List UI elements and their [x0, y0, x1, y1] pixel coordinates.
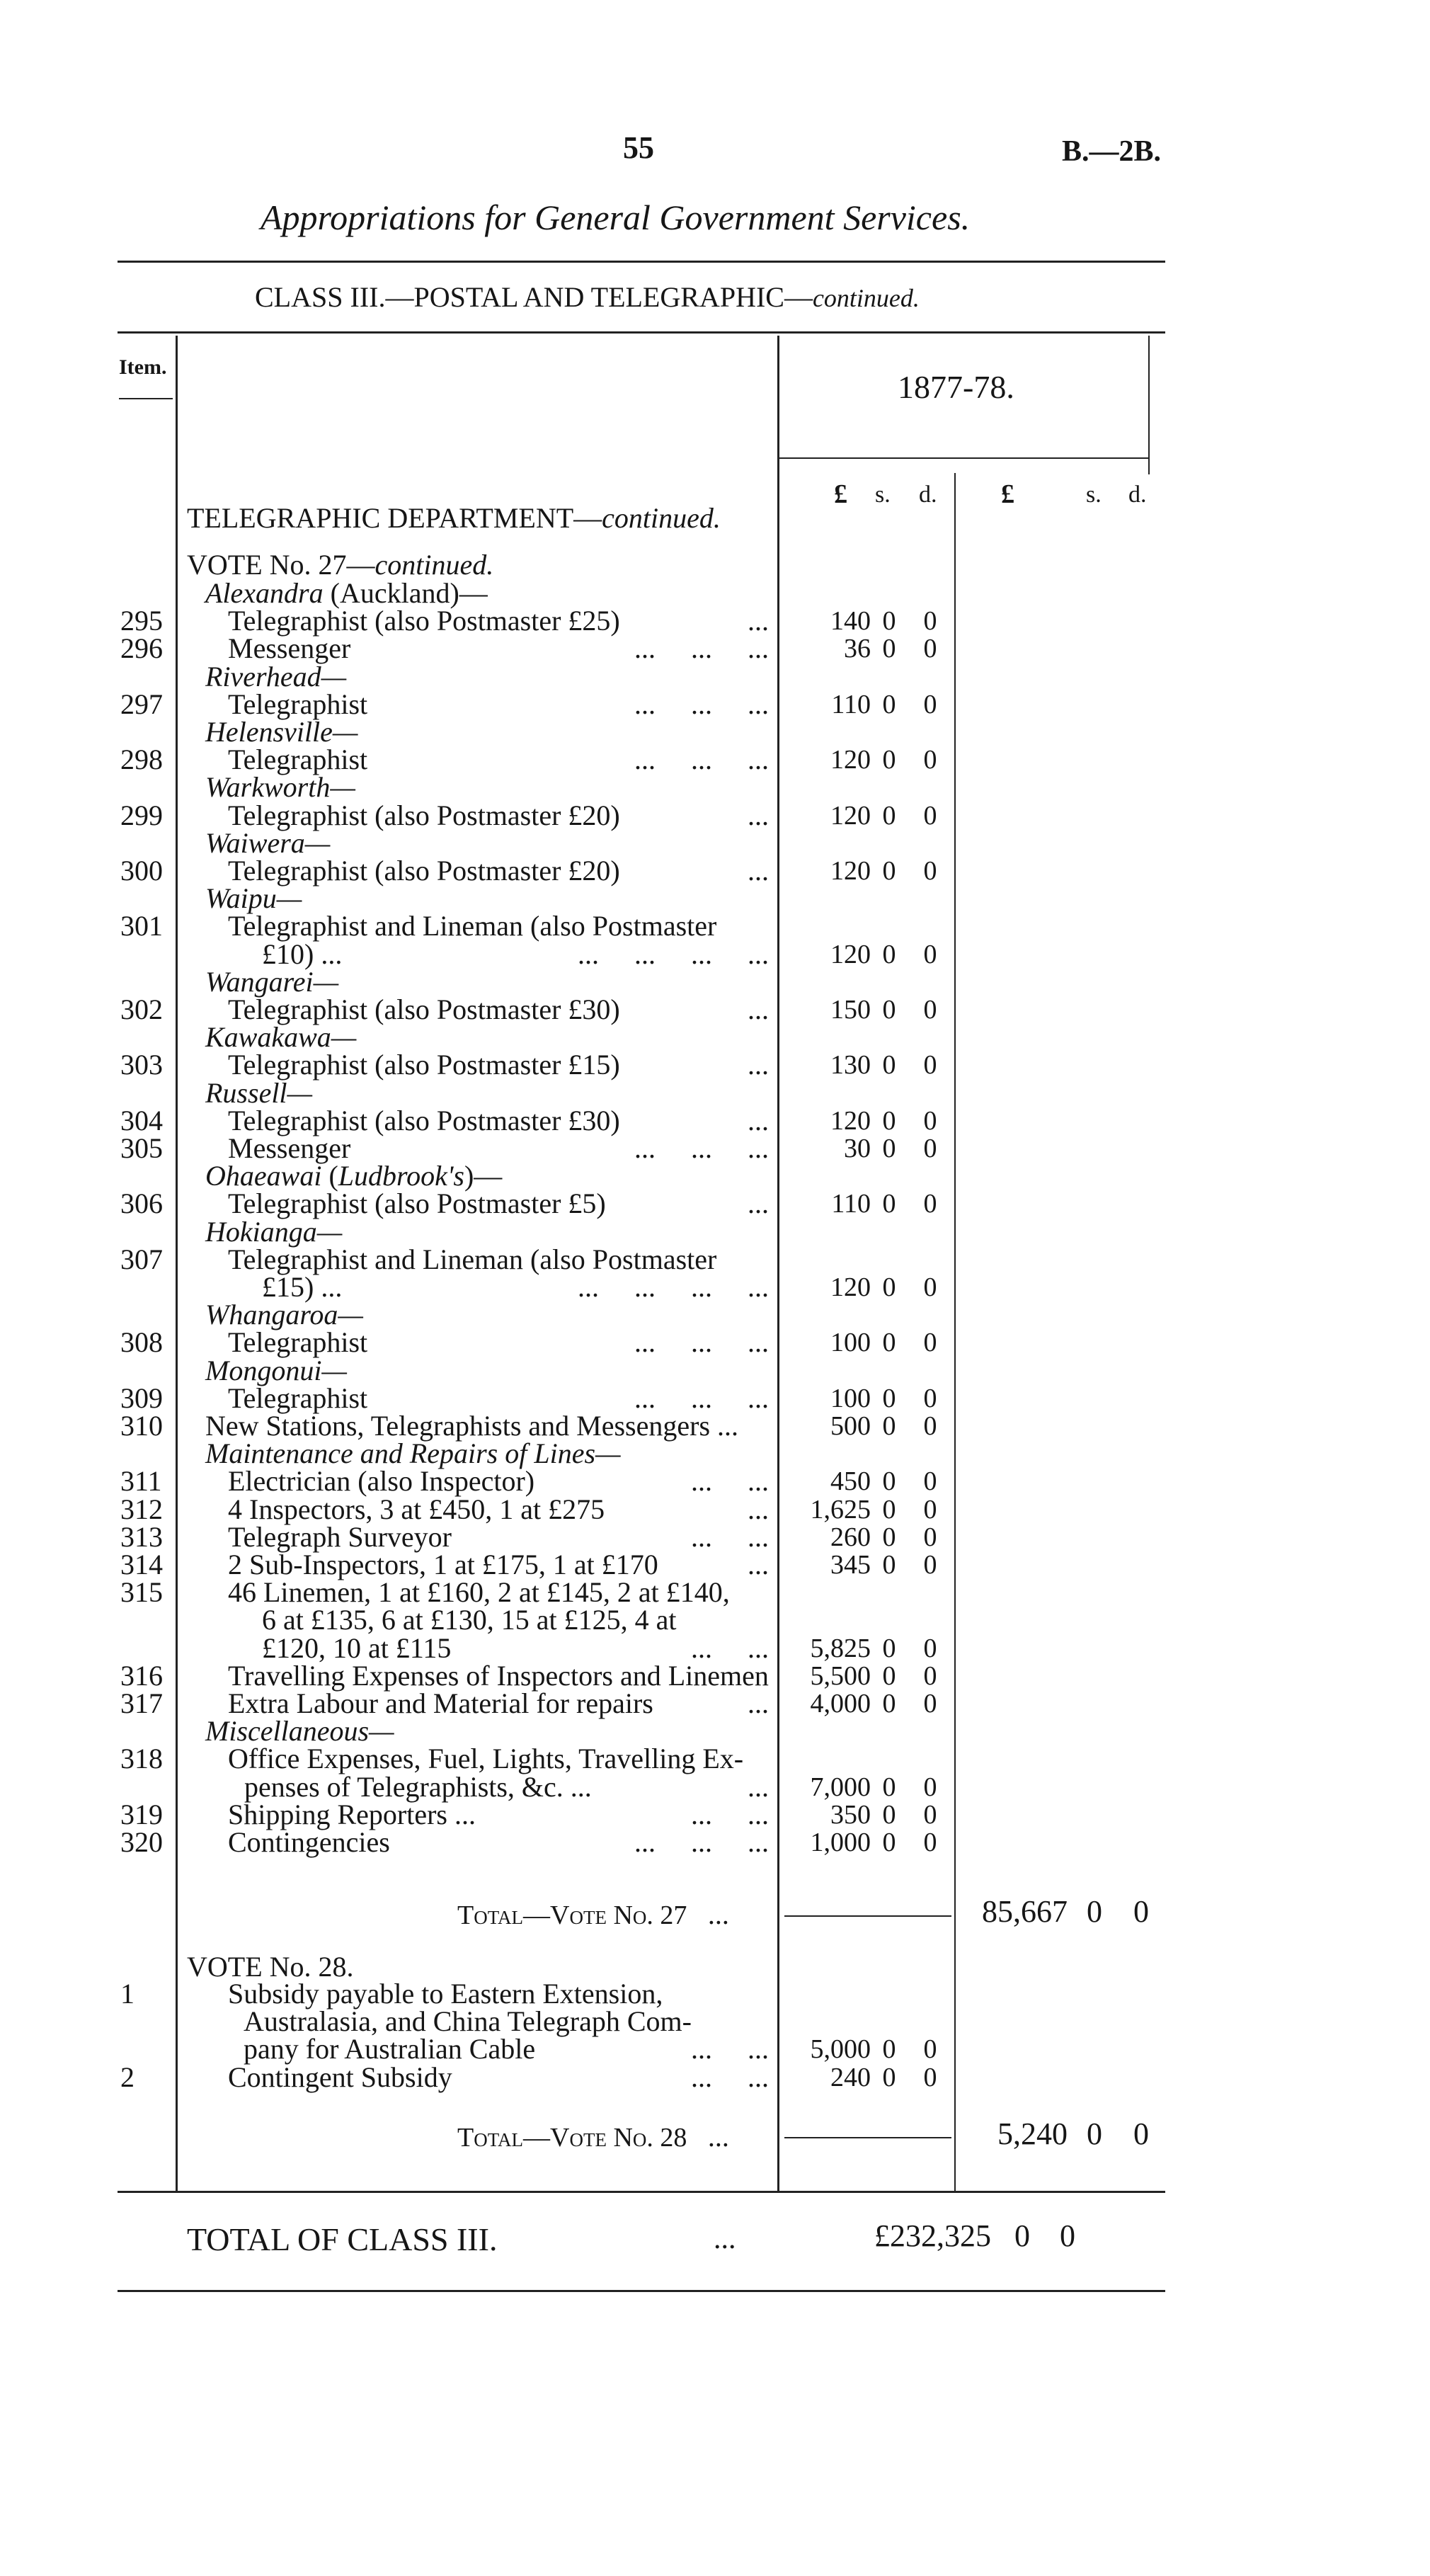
item-description: [228, 1466, 534, 1497]
item-number: 315: [120, 1576, 163, 1608]
amount-shillings: 0: [882, 634, 896, 663]
leader-dots: ... ...: [691, 1465, 769, 1497]
amount-pence: 0: [923, 1189, 937, 1219]
rule-table-top: [118, 331, 1165, 334]
amount-shillings: 0: [882, 1411, 896, 1441]
amount-pounds: 5,825: [810, 1634, 871, 1663]
section-subheading: [205, 772, 355, 803]
amount-pence: 0: [923, 1522, 937, 1552]
item-number: 302: [120, 993, 163, 1025]
item-description: [228, 2062, 452, 2093]
item-description: [228, 1327, 367, 1358]
col-rule-right: [1148, 336, 1150, 474]
leader-dots: ...: [748, 605, 769, 637]
item-number: 316: [120, 1660, 163, 1692]
vote28-heading: VOTE No. 28.: [187, 1951, 354, 1983]
vote27-heading: [187, 549, 493, 581]
rule-year: [777, 457, 1148, 459]
subheading-suffix: (Auckland)—: [323, 577, 488, 609]
description-text: 6 at £135, 6 at £130, 15 at £125, 4 at: [262, 1604, 677, 1636]
item-number: 304: [120, 1105, 163, 1136]
description-text: Telegraphist (also Postmaster £30): [228, 1105, 620, 1136]
subheading-text: Waiwera—: [205, 827, 331, 859]
item-number: 306: [120, 1187, 163, 1219]
description-text: Telegraph Surveyor: [228, 1521, 452, 1553]
amount-pounds: 7,000: [810, 1772, 871, 1802]
class-total-amount: £232,325: [874, 2218, 991, 2253]
subheading-text: Waipu—: [205, 882, 302, 914]
class-title-main: CLASS III.—POSTAL AND TELEGRAPHIC—: [255, 281, 813, 313]
col-rule-item: [176, 336, 178, 2191]
description-text: 46 Linemen, 1 at £160, 2 at £145, 2 at £140,: [228, 1576, 730, 1608]
subheading-text: Riverhead—: [205, 661, 347, 693]
amount-pounds: 120: [830, 1106, 871, 1136]
amount-pounds: 120: [830, 745, 871, 775]
vote27-heading-main: VOTE No. 27—: [187, 549, 375, 581]
department-title-main: TELEGRAPHIC DEPARTMENT—: [187, 502, 602, 534]
amount-pence: 0: [923, 1689, 937, 1719]
amount-pence: 0: [923, 1495, 937, 1524]
amount-shillings: 0: [882, 1495, 896, 1524]
amount-pounds: 120: [830, 940, 871, 969]
subheading-text: Helensville—: [205, 716, 358, 748]
description-text: Telegraphist: [228, 688, 368, 720]
item-description: [228, 911, 716, 942]
vote27-total-dots: ...: [707, 1898, 729, 1930]
amount-pence: 0: [923, 1134, 937, 1163]
description-text: Telegraphist (also Postmaster £30): [228, 993, 620, 1025]
item-number: 308: [120, 1326, 163, 1358]
leader-dots: ...: [748, 1549, 769, 1580]
vote28-total-dots: ...: [707, 2121, 729, 2153]
amount-shillings: 0: [882, 1522, 896, 1552]
description-text: £10) ...: [262, 938, 343, 970]
item-number: 298: [120, 743, 163, 775]
class-total-s: 0: [1014, 2218, 1030, 2253]
description-text: penses of Telegraphists, &c. ...: [244, 1771, 592, 1803]
leader-dots: ... ... ...: [634, 688, 769, 720]
subheading-text: Maintenance and Repairs of Lines—: [205, 1437, 621, 1469]
amount-pence: 0: [923, 2034, 937, 2064]
amount-pence: 0: [923, 745, 937, 775]
amount-pence: 0: [923, 995, 937, 1025]
subheading-text: Russell—: [205, 1077, 313, 1109]
description-text: Office Expenses, Fuel, Lights, Travelling Ex-: [228, 1743, 744, 1774]
amount-pence: 0: [923, 606, 937, 636]
subheading-name: Ludbrook's: [338, 1160, 464, 1192]
amount-pence: 0: [923, 2063, 937, 2092]
page-number: 55: [623, 130, 654, 165]
description-text: Telegraphist (also Postmaster £20): [228, 799, 620, 831]
rule-page-bottom: [118, 2290, 1165, 2292]
vote27-total-label: [457, 1898, 729, 1931]
amount-pence: 0: [923, 1328, 937, 1357]
description-text: Telegraphist (also Postmaster £25): [228, 605, 620, 637]
department-title: [187, 503, 721, 534]
amount-pounds: 5,500: [810, 1661, 871, 1691]
amount-shillings: 0: [882, 1689, 896, 1719]
amount-shillings: 0: [882, 1550, 896, 1580]
amount-pounds: 120: [830, 1272, 871, 1302]
description-text: £15) ...: [262, 1271, 343, 1303]
leader-dots: ... ...: [691, 1799, 769, 1830]
leader-dots: ...: [748, 1049, 769, 1081]
amount-pence: 0: [923, 690, 937, 719]
amount-shillings: 0: [882, 690, 896, 719]
leader-dots: ...: [748, 1687, 769, 1719]
amount-pounds: 30: [844, 1134, 871, 1163]
class-title-continued: continued.: [812, 284, 920, 312]
year-header: 1877-78.: [898, 369, 1014, 405]
description-text: Telegraphist: [228, 1382, 368, 1414]
amount-pence: 0: [923, 1772, 937, 1802]
leader-dots: ... ... ... ...: [578, 938, 769, 970]
vote27-heading-continued: continued.: [374, 549, 494, 581]
amount-shillings: 0: [882, 995, 896, 1025]
description-text: Extra Labour and Material for repairs: [228, 1687, 653, 1719]
amount-pence: 0: [923, 1828, 937, 1857]
amount-shillings: 0: [882, 940, 896, 969]
amount-shillings: 0: [882, 606, 896, 636]
amount-shillings: 0: [882, 1800, 896, 1830]
leader-dots: ... ...: [691, 2033, 769, 2065]
description-text: Messenger: [228, 632, 351, 664]
amount-pence: 0: [923, 856, 937, 886]
amount-pence: 0: [923, 1800, 937, 1830]
amount-pounds: 1,000: [810, 1828, 871, 1857]
amount-shillings: 0: [882, 2063, 896, 2092]
item-description: [228, 633, 350, 664]
item-number: 300: [120, 855, 163, 887]
subheading-text: Mongonui—: [205, 1355, 347, 1386]
description-text: £120, 10 at £115: [262, 1632, 452, 1664]
description-text: Travelling Expenses of Inspectors and Linemen: [228, 1660, 769, 1692]
amount-pence: 0: [923, 801, 937, 831]
description-text: Telegraphist (also Postmaster £5): [228, 1187, 606, 1219]
item-number: 307: [120, 1243, 163, 1275]
item-number: 2: [120, 2061, 135, 2093]
amount-pence: 0: [923, 1661, 937, 1691]
amount-pounds: 36: [844, 634, 871, 663]
description-text: Shipping Reporters ...: [228, 1799, 476, 1830]
item-number: 319: [120, 1799, 163, 1830]
item-number: 299: [120, 799, 163, 831]
leader-dots: ... ... ...: [634, 1132, 769, 1164]
amount-pence: 0: [923, 1106, 937, 1136]
class-total-d: 0: [1060, 2218, 1075, 2253]
item-description: [228, 1188, 606, 1219]
amount-pence: 0: [923, 1466, 937, 1496]
subheading-text: Hokianga—: [205, 1216, 343, 1248]
col-header-d-1: d.: [919, 481, 937, 508]
description-text: Contingent Subsidy: [228, 2061, 452, 2093]
subheading-text: Kawakawa—: [205, 1021, 357, 1053]
class-title: [255, 280, 920, 314]
vote27-total-text: Total—Vote No. 27: [457, 1900, 687, 1930]
amount-pence: 0: [923, 634, 937, 663]
amount-pounds: 500: [830, 1411, 871, 1441]
department-title-continued: continued.: [602, 502, 721, 534]
subheading-text: Wangarei—: [205, 966, 339, 998]
description-text: 2 Sub-Inspectors, 1 at £175, 1 at £170: [228, 1549, 658, 1580]
col-header-pound-2: £: [1001, 479, 1014, 509]
amount-shillings: 0: [882, 1272, 896, 1302]
leader-dots: ... ...: [691, 1521, 769, 1553]
amount-pounds: 450: [830, 1466, 871, 1496]
amount-shillings: 0: [882, 1050, 896, 1080]
amount-pounds: 120: [830, 856, 871, 886]
subheading-text: Warkworth—: [205, 771, 355, 803]
col-header-d-2: d.: [1128, 481, 1147, 508]
item-number: 317: [120, 1687, 163, 1719]
amount-pounds: 140: [830, 606, 871, 636]
item-number: 305: [120, 1132, 163, 1164]
leader-dots: ...: [748, 855, 769, 887]
amount-shillings: 0: [882, 1134, 896, 1163]
amount-pounds: 100: [830, 1328, 871, 1357]
item-number: 311: [120, 1465, 162, 1497]
vote28-total-s: 0: [1087, 2116, 1102, 2151]
vote27-total-d: 0: [1133, 1894, 1149, 1929]
item-header-underline: [119, 398, 173, 399]
amount-shillings: 0: [882, 1384, 896, 1413]
item-description: [228, 1049, 620, 1081]
item-header: Item.: [119, 355, 167, 379]
leader-dots: ... ...: [691, 1632, 769, 1664]
class-total-dots: ...: [714, 2223, 736, 2255]
description-text: Telegraphist (also Postmaster £20): [228, 855, 620, 887]
amount-pounds: 110: [831, 690, 871, 719]
amount-pounds: 120: [830, 801, 871, 831]
amount-pounds: 5,000: [810, 2034, 871, 2064]
leader-dots: ...: [748, 1493, 769, 1525]
item-number: 313: [120, 1521, 163, 1553]
amount-pounds: 150: [830, 995, 871, 1025]
amount-shillings: 0: [882, 1828, 896, 1857]
amount-shillings: 0: [882, 745, 896, 775]
col-header-pound-1: £: [834, 479, 847, 509]
subheading-text: Miscellaneous—: [205, 1715, 394, 1747]
amount-pounds: 350: [830, 1800, 871, 1830]
leader-dots: ...: [748, 799, 769, 831]
col-rule-d: [954, 473, 956, 2191]
description-text: Telegraphist: [228, 1326, 368, 1358]
description-text: pany for Australian Cable: [244, 2033, 536, 2065]
leader-dots: ...: [748, 1771, 769, 1803]
vote28-total-d: 0: [1133, 2116, 1149, 2151]
amount-pounds: 130: [830, 1050, 871, 1080]
subheading-suffix: (: [321, 1160, 338, 1192]
vote27-total-amount: 85,667: [982, 1894, 1068, 1929]
description-text: Telegraphist (also Postmaster £15): [228, 1049, 620, 1081]
item-number: 301: [120, 910, 163, 942]
leader-dots: ... ...: [691, 2061, 769, 2093]
amount-shillings: 0: [882, 856, 896, 886]
item-description: [244, 2034, 535, 2065]
amount-pence: 0: [923, 1411, 937, 1441]
vote27-total-rule: [784, 1915, 951, 1917]
amount-shillings: 0: [882, 1661, 896, 1691]
amount-pounds: 345: [830, 1550, 871, 1580]
item-number: 303: [120, 1049, 163, 1081]
item-description: [262, 1605, 676, 1636]
item-number: 314: [120, 1549, 163, 1580]
item-number: 297: [120, 688, 163, 720]
class-total-label: TOTAL OF CLASS III.: [187, 2221, 498, 2257]
item-number: 309: [120, 1382, 163, 1414]
amount-pounds: 100: [830, 1384, 871, 1413]
leader-dots: ...: [748, 993, 769, 1025]
item-number: 320: [120, 1826, 163, 1858]
amount-pence: 0: [923, 940, 937, 969]
amount-pence: 0: [923, 1272, 937, 1302]
document-reference: B.—2B.: [1062, 135, 1162, 168]
description-text: New Stations, Telegraphists and Messengers ...: [205, 1410, 739, 1442]
page-title: Appropriations for General Government Services.: [261, 198, 971, 237]
description-text: Messenger: [228, 1132, 351, 1164]
amount-pounds: 260: [830, 1522, 871, 1552]
amount-shillings: 0: [882, 1189, 896, 1219]
amount-pence: 0: [923, 1634, 937, 1663]
item-number: 310: [120, 1410, 163, 1442]
description-text: Subsidy payable to Eastern Extension,: [228, 1978, 663, 2010]
leader-dots: ... ... ... ...: [578, 1271, 769, 1303]
amount-shillings: 0: [882, 1634, 896, 1663]
item-number: 296: [120, 632, 163, 664]
subheading-text: Ohaeawai: [205, 1160, 322, 1192]
rule-table-bottom: [118, 2191, 1165, 2193]
col-header-s-1: s.: [875, 481, 891, 508]
item-number: 312: [120, 1493, 163, 1525]
amount-shillings: 0: [882, 801, 896, 831]
amount-shillings: 0: [882, 1328, 896, 1357]
col-rule-amount: [777, 336, 779, 2191]
description-text: Telegraphist and Lineman (also Postmaster: [228, 1243, 717, 1275]
amount-pounds: 240: [830, 2063, 871, 2092]
vote27-total-s: 0: [1087, 1894, 1102, 1929]
leader-dots: ... ... ...: [634, 632, 769, 664]
amount-pence: 0: [923, 1384, 937, 1413]
subheading-suffix: )—: [464, 1160, 503, 1192]
description-text: Telegraphist and Lineman (also Postmaster: [228, 910, 717, 942]
rule-top: [118, 261, 1165, 263]
item-number: 318: [120, 1743, 163, 1774]
vote28-total-label: [457, 2120, 729, 2153]
amount-shillings: 0: [882, 1106, 896, 1136]
description-text: Electrician (also Inspector): [228, 1465, 535, 1497]
amount-pounds: 4,000: [810, 1689, 871, 1719]
leader-dots: ...: [748, 1187, 769, 1219]
subheading-text: Whangaroa—: [205, 1299, 363, 1330]
subheading-text: Alexandra: [205, 577, 324, 609]
leader-dots: ... ... ...: [634, 1326, 769, 1358]
amount-pounds: 110: [831, 1189, 871, 1219]
leader-dots: ... ... ...: [634, 1826, 769, 1858]
vote28-total-text: Total—Vote No. 28: [457, 2123, 687, 2153]
description-text: Contingencies: [228, 1826, 390, 1858]
vote28-total-rule: [784, 2137, 951, 2138]
description-text: Australasia, and China Telegraph Com-: [244, 2005, 692, 2037]
leader-dots: ... ... ...: [634, 743, 769, 775]
amount-pence: 0: [923, 1050, 937, 1080]
amount-shillings: 0: [882, 1466, 896, 1496]
amount-shillings: 0: [882, 2034, 896, 2064]
col-header-s-2: s.: [1086, 481, 1102, 508]
amount-shillings: 0: [882, 1772, 896, 1802]
item-description: [228, 1743, 743, 1774]
vote28-total-amount: 5,240: [997, 2116, 1068, 2151]
leader-dots: ...: [748, 1105, 769, 1136]
amount-pence: 0: [923, 1550, 937, 1580]
amount-pounds: 1,625: [810, 1495, 871, 1524]
description-text: 4 Inspectors, 3 at £450, 1 at £275: [228, 1493, 605, 1525]
leader-dots: ... ... ...: [634, 1382, 769, 1414]
item-description: [228, 1827, 390, 1858]
item-number: 1: [120, 1978, 135, 2010]
item-number: 295: [120, 605, 163, 637]
description-text: Telegraphist: [228, 743, 368, 775]
